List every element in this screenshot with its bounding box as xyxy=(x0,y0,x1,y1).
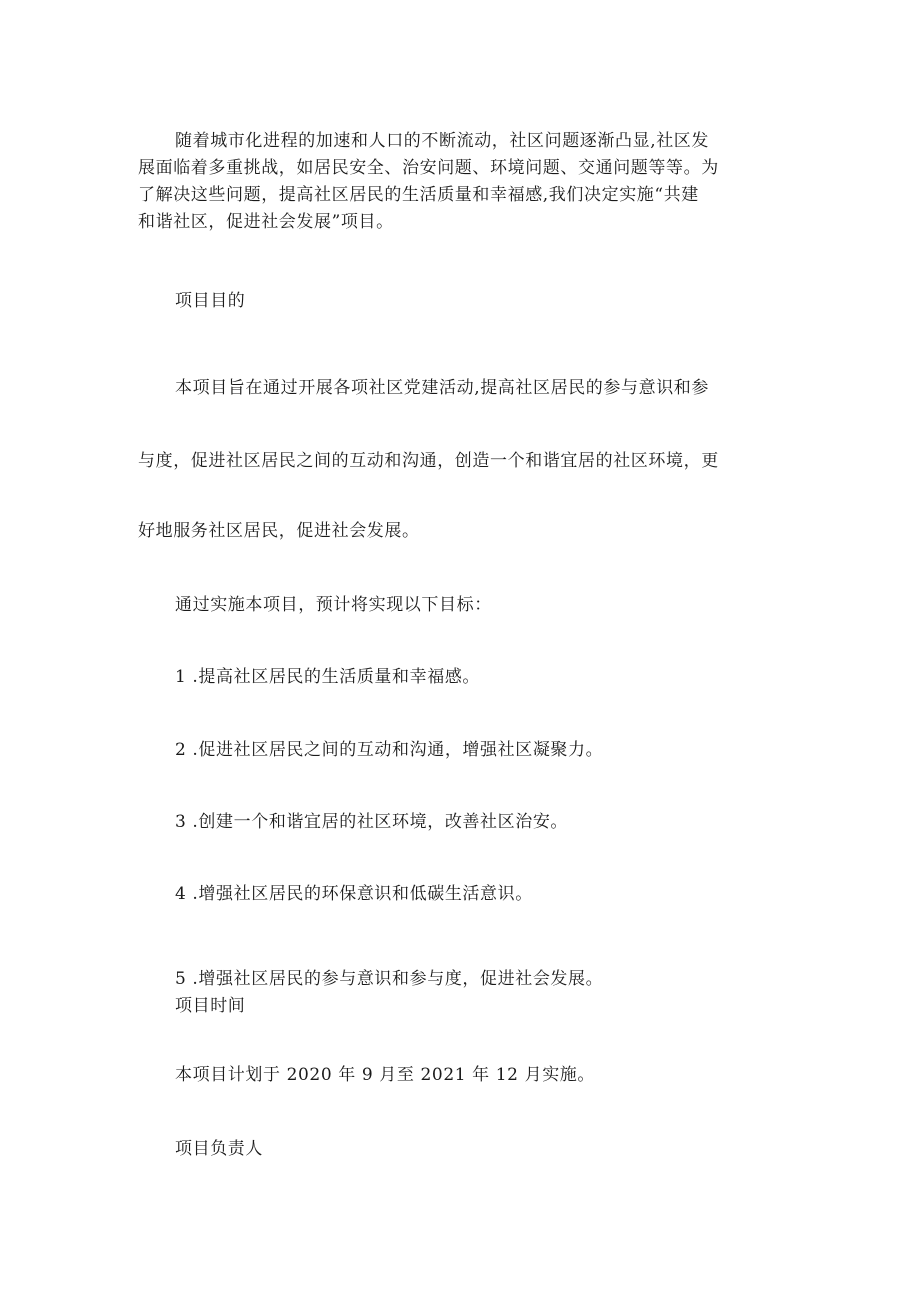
intro-line-4: 和谐社区，促进社会发展”项目。 xyxy=(138,212,394,232)
purpose-heading: 项目目的 xyxy=(175,291,246,311)
intro-line-3: 了解决这些问题，提高社区居民的生活质量和幸福感,我们决定实施“共建 xyxy=(138,185,699,205)
purpose-line-3: 好地服务社区居民，促进社会发展。 xyxy=(138,521,420,541)
goal-item-4: 4 .增强社区居民的环保意识和低碳生活意识。 xyxy=(175,884,533,904)
goal-item-1: 1 .提高社区居民的生活质量和幸福感。 xyxy=(175,667,481,687)
leader-heading: 项目负责人 xyxy=(175,1139,263,1159)
purpose-line-1: 本项目旨在通过开展各项社区党建活动,提高社区居民的参与意识和参 xyxy=(175,378,710,398)
goals-intro: 通过实施本项目，预计将实现以下目标： xyxy=(175,595,492,615)
intro-line-2: 展面临着多重挑战，如居民安全、治安问题、环境问题、交通问题等等。为 xyxy=(138,158,719,178)
intro-line-1: 随着城市化进程的加速和人口的不断流动，社区问题逐渐凸显,社区发 xyxy=(175,131,710,151)
time-heading: 项目时间 xyxy=(175,996,246,1016)
goal-item-5: 5 .增强社区居民的参与意识和参与度，促进社会发展。 xyxy=(175,969,604,989)
time-text: 本项目计划于 2020 年 9 月至 2021 年 12 月实施。 xyxy=(175,1065,596,1085)
goal-item-3: 3 .创建一个和谐宜居的社区环境，改善社区治安。 xyxy=(175,812,569,832)
purpose-line-2: 与度，促进社区居民之间的互动和沟通，创造一个和谐宜居的社区环境，更 xyxy=(138,451,719,471)
goal-item-2: 2 .促进社区居民之间的互动和沟通，增强社区凝聚力。 xyxy=(175,740,604,760)
